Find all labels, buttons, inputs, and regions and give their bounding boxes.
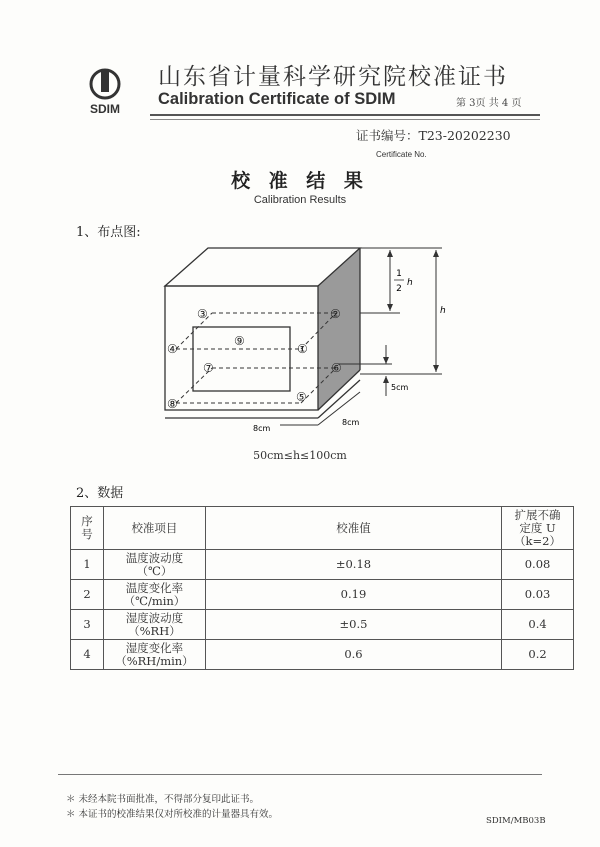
point-7: ⑦: [203, 361, 214, 375]
sdim-logo: [70, 64, 140, 116]
row-seq: 3: [71, 610, 104, 640]
footer-note-1: ＊ 未经本院书面批准，不得部分复印此证书。: [66, 794, 260, 805]
footer-rule: [58, 774, 542, 775]
depth-offset-label: 8cm: [342, 418, 360, 427]
row-item: 湿度波动度 （%RH）: [103, 610, 205, 640]
header-seq: 序号: [71, 507, 104, 550]
certificate-number: T23-20202230: [418, 128, 511, 143]
table-header-row: [71, 507, 574, 550]
height-label: h: [440, 306, 446, 316]
section-heading-data: 2、数据: [76, 486, 124, 501]
certificate-number-label-en: Certificate No.: [376, 150, 427, 159]
point-9: ⑨: [234, 334, 245, 348]
table-row: [71, 640, 574, 670]
certificate-number-row: [356, 126, 511, 144]
point-2: ②: [330, 307, 341, 321]
point-3: ③: [197, 307, 208, 321]
row-uncertainty: 0.08: [502, 550, 574, 580]
row-value: 0.19: [205, 580, 501, 610]
height-range-note: 50cm≤h≤100cm: [253, 449, 347, 462]
footer-note-2: ＊ 本证书的校准结果仅对所校准的计量器具有效。: [66, 809, 279, 820]
side-offset-label: 5cm: [391, 383, 409, 392]
table-row: [71, 580, 574, 610]
table-row: [71, 610, 574, 640]
half-h-denominator: 2: [396, 284, 402, 294]
row-seq: 2: [71, 580, 104, 610]
point-8: ⑧: [167, 397, 178, 411]
half-h-variable: h: [407, 278, 413, 288]
row-uncertainty: 0.03: [502, 580, 574, 610]
certificate-number-label: 证书编号：: [356, 128, 419, 143]
header-rule: [150, 114, 540, 116]
point-6: ⑥: [331, 361, 342, 375]
page-number: 第 3页 共 4 页: [456, 98, 522, 109]
measurement-point-diagram: [150, 238, 470, 438]
header-rule-thin: [150, 119, 540, 120]
header-value: 校准值: [205, 507, 501, 550]
results-title-en: Calibration Results: [253, 194, 347, 206]
row-value: ±0.18: [205, 550, 501, 580]
calibration-data-table: [70, 506, 574, 670]
header-item: 校准项目: [103, 507, 205, 550]
results-title-cn: 校 准 结 果: [231, 170, 369, 192]
point-4: ④: [167, 342, 178, 356]
point-1: ①: [297, 342, 308, 356]
row-item: 湿度变化率 （%RH/min）: [103, 640, 205, 670]
row-uncertainty: 0.4: [502, 610, 574, 640]
certificate-title-cn: 山东省计量科学研究院校准证书: [158, 64, 508, 90]
point-5: ⑤: [296, 390, 307, 404]
row-value: 0.6: [205, 640, 501, 670]
half-h-numerator: 1: [396, 269, 402, 279]
logo-text: SDIM: [90, 102, 120, 116]
section-heading-layout: 1、布点图:: [76, 225, 141, 240]
form-code: SDIM/MB03B: [486, 816, 546, 826]
row-seq: 1: [71, 550, 104, 580]
row-seq: 4: [71, 640, 104, 670]
table-row: [71, 550, 574, 580]
row-value: ±0.5: [205, 610, 501, 640]
header-uncertainty: 扩展不确 定度 U （k=2）: [502, 507, 574, 550]
certificate-title-en: Calibration Certificate of SDIM: [158, 90, 396, 108]
front-offset-label: 8cm: [253, 424, 271, 433]
row-uncertainty: 0.2: [502, 640, 574, 670]
row-item: 温度变化率 （℃/min）: [103, 580, 205, 610]
row-item: 温度波动度 （℃）: [103, 550, 205, 580]
